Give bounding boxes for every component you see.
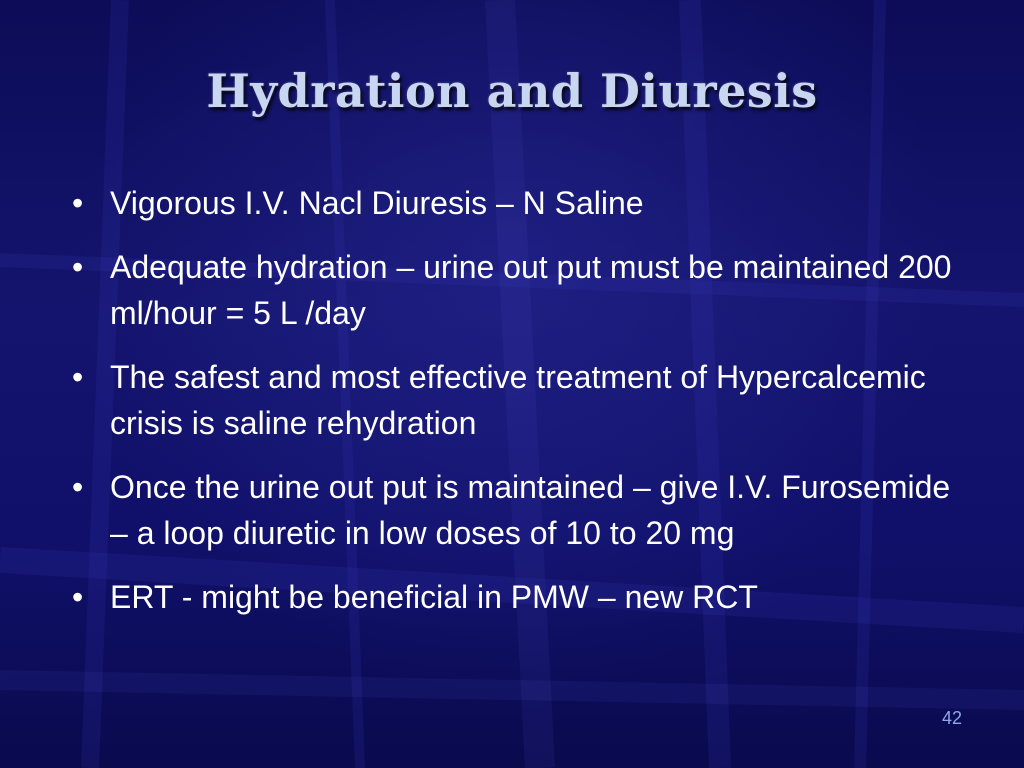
bullet-text: ERT - might be beneficial in PMW – new RCT bbox=[110, 579, 758, 615]
bullet-dot: • bbox=[72, 579, 84, 615]
bullet-text: Vigorous I.V. Nacl Diuresis – N Saline bbox=[110, 185, 644, 221]
bullet-text: Adequate hydration – urine out put must be maintained 200 ml/hour = 5 L /day bbox=[110, 249, 952, 331]
bullet-item bbox=[68, 354, 968, 446]
bullet-text: Once the urine out put is maintained – give I.V. Furosemide – a loop diuretic in low doses of 10 to 20 mg bbox=[110, 469, 951, 551]
bullet-item bbox=[68, 574, 968, 620]
bullet-dot: • bbox=[72, 249, 84, 285]
bullet-item bbox=[68, 180, 968, 226]
bullet-dot: • bbox=[72, 359, 84, 395]
bullet-text: The safest and most effective treatment of Hypercalcemic crisis is saline rehydration bbox=[110, 359, 926, 441]
bullet-item bbox=[68, 464, 968, 556]
page-number: 42 bbox=[941, 708, 962, 728]
slide-title: Hydration and Diuresis bbox=[206, 64, 818, 118]
bullet-dot: • bbox=[72, 469, 84, 505]
bullet-item bbox=[68, 244, 968, 336]
bullet-dot: • bbox=[72, 185, 84, 221]
bullet-list bbox=[68, 180, 968, 638]
